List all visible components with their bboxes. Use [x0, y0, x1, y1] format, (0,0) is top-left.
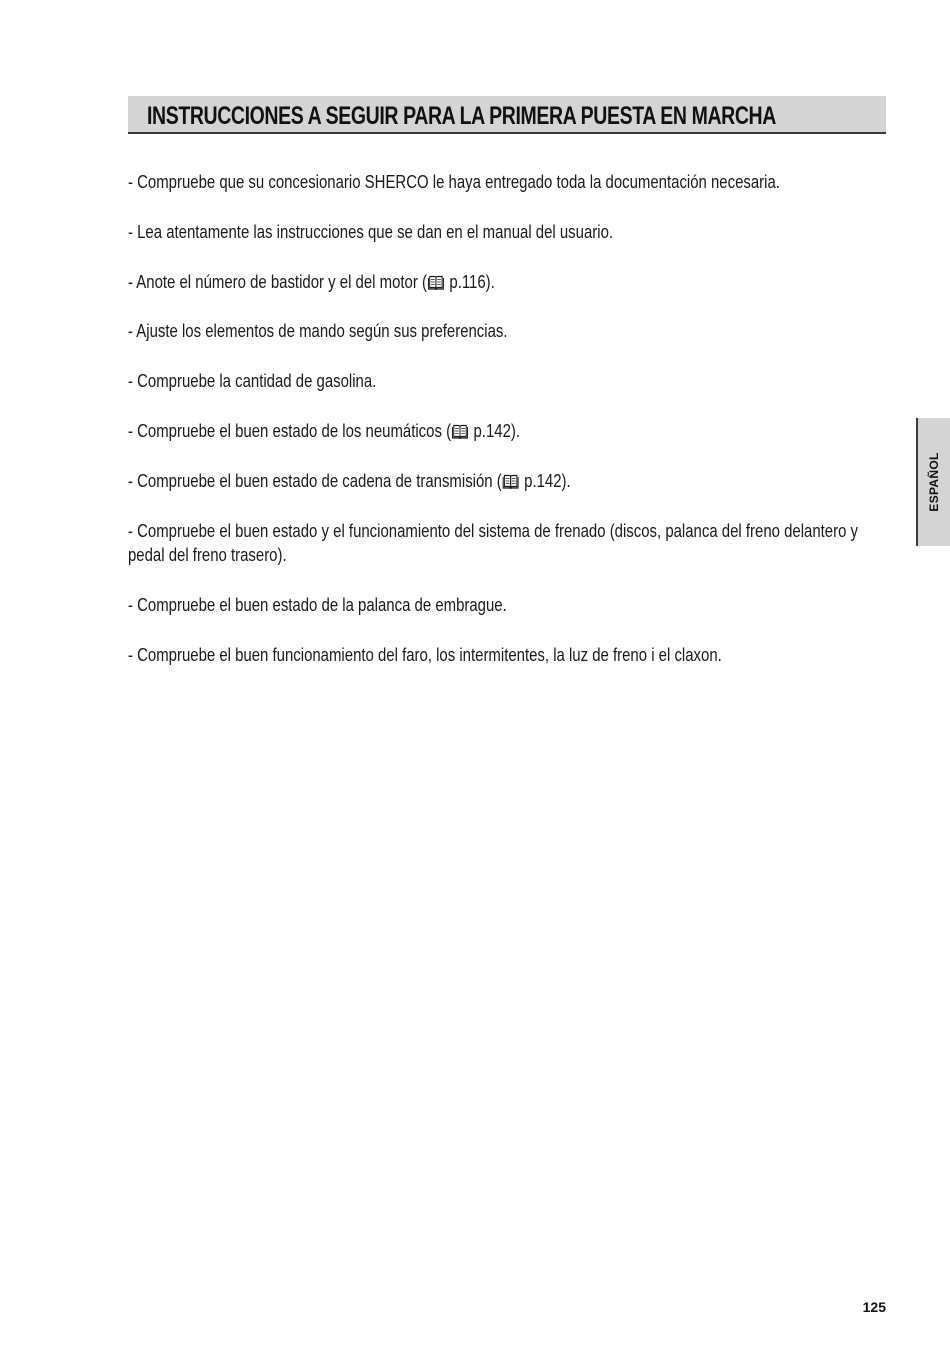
- instruction-item: [128, 643, 722, 667]
- page-reference: p.142: [524, 471, 562, 491]
- instruction-text: - Anote el número de bastidor y el del motor (: [128, 272, 427, 292]
- instruction-item: [128, 419, 520, 446]
- instruction-text: - Compruebe el buen estado de la palanca de embrague.: [128, 595, 507, 615]
- instruction-item: [128, 270, 495, 297]
- instruction-item: [128, 170, 780, 194]
- book-icon: [503, 472, 520, 496]
- instruction-item: [128, 319, 508, 343]
- instruction-item: [128, 220, 613, 244]
- instruction-text: ).: [510, 421, 521, 441]
- instruction-item: [128, 369, 376, 393]
- instruction-text: - Compruebe el buen estado de los neumáticos (: [128, 421, 452, 441]
- instruction-item: [128, 519, 887, 567]
- instruction-text: - Compruebe el buen estado y el funcionamiento del sistema de frenado (discos, palanca del freno delantero y pedal del freno trasero).: [128, 521, 859, 565]
- instruction-text: - Ajuste los elementos de mando según sus preferencias.: [128, 321, 508, 341]
- instruction-text: - Compruebe la cantidad de gasolina.: [128, 371, 377, 391]
- page-reference: p.116: [449, 272, 486, 292]
- instruction-text: - Compruebe que su concesionario SHERCO le haya entregado toda la documentación necesaria.: [128, 172, 780, 192]
- page-title: INSTRUCCIONES A SEGUIR PARA LA PRIMERA PUESTA EN MARCHA: [147, 102, 776, 130]
- book-icon: [428, 273, 445, 297]
- instruction-text: - Lea atentamente las instrucciones que se dan en el manual del usuario.: [128, 222, 614, 242]
- instruction-text: ).: [485, 272, 495, 292]
- page-number: 125: [862, 1299, 886, 1315]
- section-title-bar: [128, 96, 886, 134]
- book-icon: [452, 422, 469, 446]
- language-tab: [916, 418, 950, 546]
- instruction-text: - Compruebe el buen funcionamiento del faro, los intermitentes, la luz de freno i el claxon.: [128, 645, 722, 665]
- instruction-text: - Compruebe el buen estado de cadena de transmisión (: [128, 471, 502, 491]
- instruction-item: [128, 593, 507, 617]
- language-tab-label: ESPAÑOL: [927, 452, 941, 512]
- instruction-item: [128, 469, 571, 496]
- instruction-text: ).: [561, 471, 571, 491]
- page-reference: p.142: [473, 421, 511, 441]
